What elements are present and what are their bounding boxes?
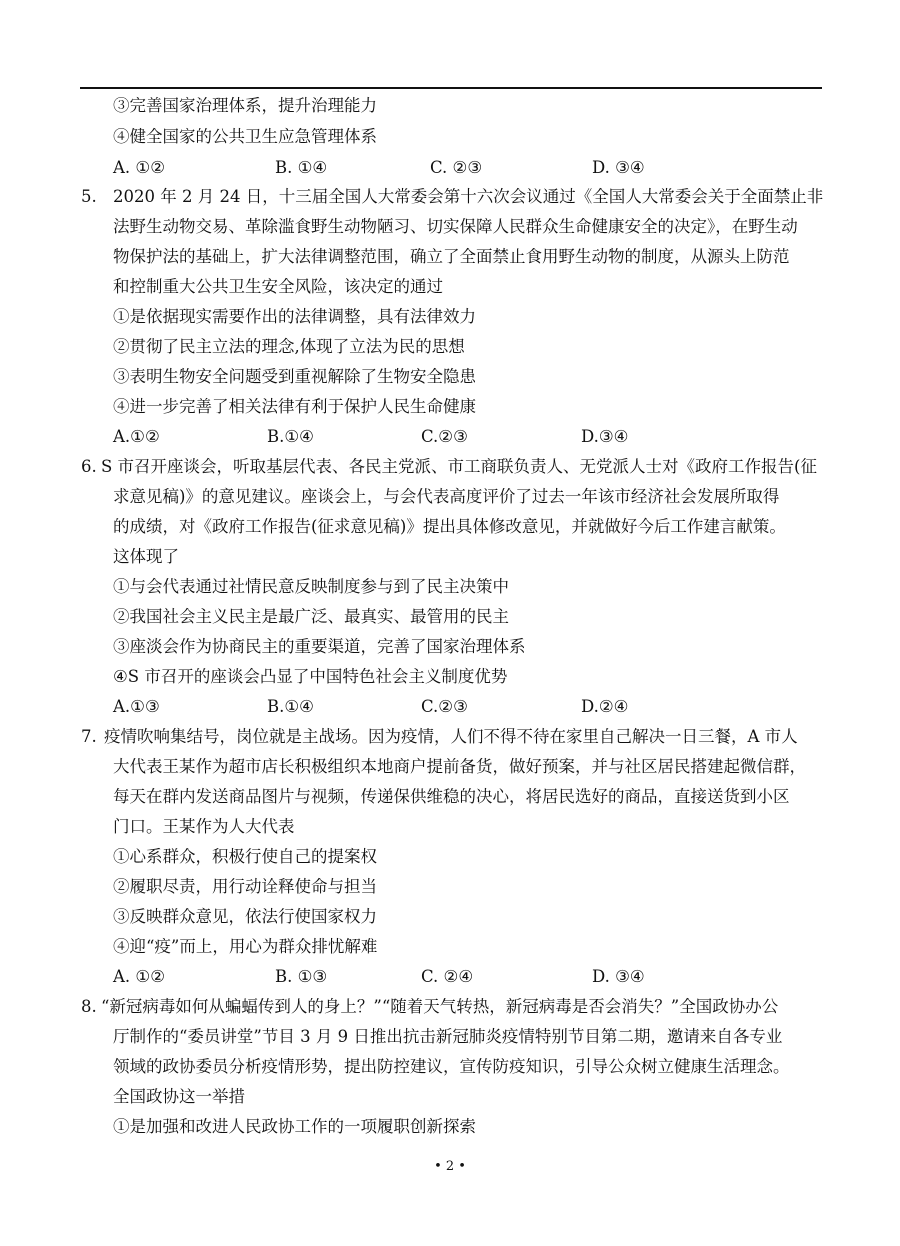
q6-stem-line: 的成绩，对《政府工作报告(征求意见稿)》提出具体修改意见，并就做好今后工作建言献策。	[113, 517, 786, 536]
q8-stem-line: 全国政协这一举措	[113, 1087, 245, 1106]
page-number: • 2 •	[434, 1159, 466, 1174]
q5-stem-line: 和控制重大公共卫生安全风险，该决定的通过	[113, 277, 443, 296]
q7-stem-line: 每天在群内发送商品图片与视频，传递保供维稳的决心，将居民选好的商品，直接送货到小区	[113, 787, 790, 806]
q7-item-2: ②履职尽责，用行动诠释使命与担当	[113, 877, 377, 896]
q5-item-2: ②贯彻了民主立法的理念,体现了立法为民的思想	[113, 337, 465, 356]
q6-stem-line: S 市召开座谈会，听取基层代表、各民主党派、市工商联负责人、无党派人士对《政府工作报告(征	[101, 457, 817, 476]
q8-stem-line: 厅制作的“委员讲堂”节目 3 月 9 日推出抗击新冠肺炎疫情特别节目第二期，邀请来自各专业	[113, 1027, 783, 1046]
q5-stem-line: 法野生动物交易、革除滥食野生动物陋习、切实保障人民群众生命健康安全的决定》，在野生动	[113, 217, 798, 236]
q6-stem-line: 这体现了	[113, 547, 179, 566]
q7-stem-line: 门口。王某作为人大代表	[113, 817, 295, 836]
q5-item-4: ④进一步完善了相关法律有利于保护人民生命健康	[113, 397, 476, 416]
q4-option-d: D. ③④	[592, 158, 645, 177]
q6-item-3: ③座淡会作为协商民主的重要渠道，完善了国家治理体系	[113, 637, 526, 656]
q5-number: 5.	[81, 187, 97, 206]
q6-item-1: ①与会代表通过社情民意反映制度参与到了民主决策中	[113, 577, 509, 596]
q7-item-1: ①心系群众，积极行使自己的提案权	[113, 847, 377, 866]
q5-option-c: C.②③	[421, 427, 468, 446]
q7-item-3: ③反映群众意见，依法行使国家权力	[113, 907, 377, 926]
q8-stem-line: 领域的政协委员分析疫情形势，提出防控建议，宣传防疫知识，引导公众树立健康生活理念。	[113, 1057, 790, 1076]
q6-option-c: C.②③	[421, 697, 468, 716]
q5-item-3: ③表明生物安全问题受到重视解除了生物安全隐患	[113, 367, 476, 386]
q6-number: 6.	[81, 457, 97, 476]
q7-item-4: ④迎“疫”而上，用心为群众排忧解难	[113, 937, 378, 956]
q8-item-1: ①是加强和改进人民政协工作的一项履职创新探索	[113, 1117, 476, 1136]
q5-stem-line: 2020 年 2 月 24 日，十三届全国人大常委会第十六次会议通过《全国人大常委会关于全面禁止非	[113, 187, 824, 206]
q6-option-d: D.②④	[581, 697, 629, 716]
q7-stem-line: 大代表王某作为超市店长积极组织本地商户提前备货，做好预案，并与社区居民搭建起微信群，	[113, 757, 806, 776]
q5-item-1: ①是依据现实需要作出的法律调整，具有法律效力	[113, 307, 476, 326]
q4-item-3: ③完善国家治理体系，提升治理能力	[113, 96, 377, 115]
q4-option-c: C. ②③	[430, 158, 483, 177]
q7-option-d: D. ③④	[592, 967, 645, 986]
q5-option-b: B.①④	[267, 427, 314, 446]
q4-item-4: ④健全国家的公共卫生应急管理体系	[113, 127, 377, 146]
q4-option-a: A. ①②	[113, 158, 165, 177]
q5-option-a: A.①②	[113, 427, 160, 446]
q7-option-c: C. ②④	[421, 967, 474, 986]
q4-option-b: B. ①④	[275, 158, 328, 177]
q6-option-a: A.①③	[113, 697, 160, 716]
q7-option-b: B. ①③	[275, 967, 328, 986]
q7-number: 7.	[81, 727, 97, 746]
q6-item-4: ④S 市召开的座谈会凸显了中国特色社会主义制度优势	[113, 667, 508, 686]
q6-item-2: ②我国社会主义民主是最广泛、最真实、最管用的民主	[113, 607, 509, 626]
q5-option-d: D.③④	[581, 427, 629, 446]
q5-stem-line: 物保护法的基础上，扩大法律调整范围，确立了全面禁止食用野生动物的制度，从源头上防范	[113, 247, 790, 266]
header-rule	[80, 87, 822, 89]
q7-option-a: A. ①②	[113, 967, 165, 986]
q7-stem-line: 疫情吹响集结号，岗位就是主战场。因为疫情，人们不得不待在家里自己解决一日三餐，A 市人	[104, 727, 798, 746]
q6-stem-line: 求意见稿)》的意见建议。座谈会上，与会代表高度评价了过去一年该市经济社会发展所取得	[113, 487, 780, 506]
q6-option-b: B.①④	[267, 697, 314, 716]
q8-stem-line: “新冠病毒如何从蝙蝠传到人的身上？”“随着天气转热，新冠病毒是否会消失？”全国政协办公	[101, 997, 779, 1016]
q8-number: 8.	[81, 997, 97, 1016]
